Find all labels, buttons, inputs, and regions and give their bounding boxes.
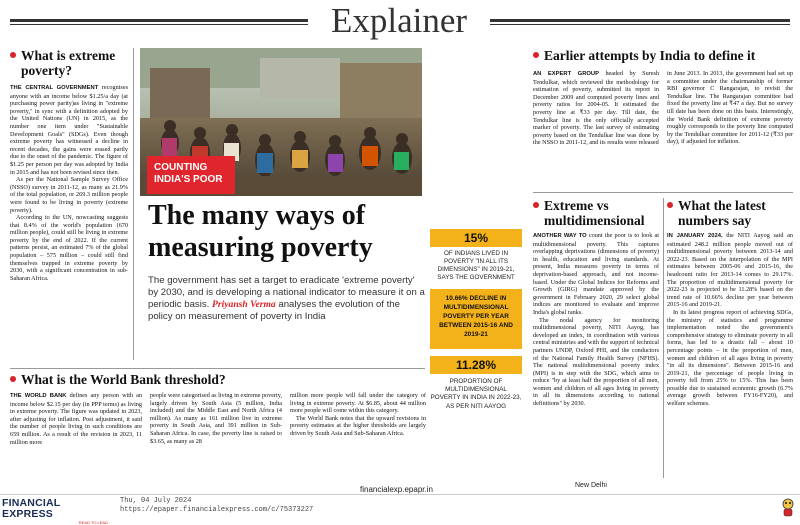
section-body [533, 232, 659, 484]
heading-line: multidimensional [544, 213, 645, 228]
bullet-dot-icon [667, 202, 673, 208]
standfirst-text: analyses the evolution of the policy on measurement of poverty in India [148, 299, 400, 322]
feature-tag [147, 156, 235, 194]
section-body-col3 [290, 392, 426, 476]
paragraph: headed by Suresh Tendulkar, which reviewed the methodology for estimation of poverty, submitted its report in December 2009 and computed poverty lines and poverty ratios for 2004-05. It estimated the poverty line at ₹33 per day. Till date, the Tendulkar line is the only officially accepted marker of poverty. The last survey of estimating poverty based on the Tendulkar line was done by the NSSO in 2011-12, and its results were released [533, 70, 659, 147]
dateline: New Delhi [575, 482, 607, 489]
tag-line: COUNTING [154, 162, 208, 173]
bullet-dot-icon [10, 52, 16, 58]
standfirst-text: The government has set a target to eradicate 'extreme poverty' by 2030, and is developing a national indicator to measure it on a periodic basis. [148, 275, 425, 310]
section-heading [533, 48, 793, 63]
tag-line: INDIA'S POOR [154, 174, 223, 185]
section-heading [10, 48, 128, 78]
paragraph: count the poor is to look at multidimensional poverty. This captures overlapping deprivations (dimensions of poverty) in health, education and living standards. At present, India measures poverty in terms of deprivation-based approach, and not income-based. Under the Global Indices for Reforms and Growth (GIRG) mandate approved by the government in February 2020, 29 select global indices are monitored to evaluate and improve India's global ranks. [533, 232, 659, 316]
lead-in: ANOTHER WAY TO [533, 233, 587, 239]
stats-strip-lower [430, 356, 522, 464]
section-extreme-poverty [10, 48, 128, 364]
stat-text-3: PROPORTION OF MULTIDIMENSIONAL POVERTY IN INDIA IN 2022-23, AS PER NITI AAYOG [430, 378, 522, 410]
section-heading [533, 198, 659, 228]
paragraph: According to the UN, nowcasting suggests that 8.4% of the world's population (670 million people), could still be living in extreme poverty by the end of 2022. If the current patterns persist, an estimated 7% of the global population – 575 million – could still find themselves trapped in extreme poverty by 2030, with a significant concentration in sub-Saharan Africa. [10, 214, 128, 282]
paragraph: million more people will fall under the category of living in extreme poverty. At $6.85, about 44 million more people will come within this category. [290, 392, 426, 415]
heading-line: What the latest [678, 198, 766, 213]
section-heading [10, 372, 426, 387]
masthead [0, 0, 800, 42]
brand-tagline: READ TO LEAD [78, 520, 108, 525]
page-title: Explainer [330, 1, 468, 40]
lead-in: THE WORLD BANK [10, 393, 67, 399]
headline-line: The many ways of [148, 200, 366, 231]
stats-strip [430, 229, 522, 369]
lead-in: THE CENTRAL GOVERNMENT [10, 85, 99, 91]
heading-line: poverty? [21, 63, 72, 78]
column-divider [663, 198, 664, 478]
section-divider [533, 192, 793, 193]
heading-line: Earlier attempts by India to define it [544, 48, 756, 63]
section-body [667, 232, 793, 498]
section-body-col1 [10, 392, 142, 476]
paragraph: recognises anyone with an income below $1.25/a day (at purchasing power parity)as living in "extreme poverty," in sync with a definition adopted by the United Nations (UN) in 2015, as the number one item under "Sustainable Development Goals" (SDGs). Even though extreme poverty has witnessed a decline in recent decades, the gains were erased partly due to the onset of the pandemic. The figure of $1.25 per person per day was adopted by India in 2015 and has not been revised since then. [10, 84, 128, 176]
section-earlier-attempts [533, 48, 793, 198]
byline: Priyansh Verma [212, 299, 276, 310]
lead-in: AN EXPERT GROUP [533, 71, 599, 77]
mascot-icon [780, 497, 796, 517]
site-url: financialexp.epapr.in [360, 485, 433, 494]
lead-in: IN JANUARY 2024, [667, 233, 723, 239]
bullet-dot-icon [533, 202, 539, 208]
paragraph: people were categorised as living in extreme poverty, largely driven by South Asia (5 million, India included) and the Middle East and North Africa (4 million). As many as 161 million live in extreme poverty in South Asia, and 391 million in Sub-Saharan Africa. In case, the poverty line is raised to $3.65, as many as 28 [150, 392, 282, 445]
section-divider [10, 368, 425, 369]
paragraph: The nodal agency for monitoring multidimensional poverty, NITI Aayog, has developed an index, in coordination with various central ministries and with the support of technical partners UNDP, Oxford PHI, and the conductors of the National Family Health Survey (NFHS). The national multidimensional poverty index (MPI) is in step with the SDG, which aims to reduce "by at least half the proportion of all men, women and children of all ages living in poverty in all its dimensions according to national definitions" by 2030. [533, 316, 659, 408]
column-divider [133, 48, 134, 360]
stat-text-1: OF INDIANS LIVED IN POVERTY "IN ALL ITS DIMENSIONS" IN 2019-21, SAYS THE GOVERNMENT [437, 250, 515, 281]
paragraph: in June 2013. In 2013, the government had set up a committee under the chairmanship of former RBI governor C Rangarajan, to revisit the Tendulkar line. The Rangarajan committee had fixed the poverty line at ₹47 a day. But no survey till date has been done on this basis. Interestingly, the World Bank definition of extreme poverty roughly corresponds to the poverty line computed by the Tendulkar committee for 2011-12 (₹33 per day), if adjusted for inflation. [667, 70, 793, 146]
section-body-col2 [150, 392, 282, 476]
footer-date: Thu, 04 July 2024 [120, 497, 192, 505]
paragraph: As per the National Sample Survey Office (NSSO) survey in 2011-12, as many as 21.9% of the total population, or 269.3 million people were found to be living in poverty (extreme poverty). [10, 176, 128, 214]
feature-standfirst [148, 275, 426, 323]
brand-logo [2, 497, 114, 525]
bullet-dot-icon [533, 52, 539, 58]
bullet-dot-icon [10, 376, 16, 382]
section-heading [667, 198, 793, 228]
paragraph: defines any person with an income below $2.15 per day (in PPP terms) as living in extreme poverty. The figure was updated in 2023, after adjusting for inflation. Post adjustment, it said the number of people living in such conditions are 659 million. As a result of the revision in 2023, 11 million more [10, 392, 142, 446]
heading-line: What is extreme [21, 48, 116, 63]
stat-box-3 [430, 356, 522, 374]
footer-url[interactable]: https://epaper.financialexpress.com/c/75373227 [120, 506, 314, 514]
footer-bar [0, 494, 800, 525]
section-multidimensional [533, 198, 659, 488]
stat-box-2 [430, 289, 522, 349]
masthead-rule-left-thin [10, 24, 308, 25]
masthead-rule-right [490, 19, 790, 22]
section-body [10, 84, 128, 362]
section-world-bank [10, 372, 426, 478]
heading-line: Extreme vs [544, 198, 609, 213]
stat-text: 10.66% DECLINE IN MULTIDIMENSIONAL POVERTY PER YEAR BETWEEN 2015-16 AND 2019-21 [439, 295, 513, 338]
section-body-col1 [533, 70, 659, 194]
paragraph: In its latest progress report of achieving SDGs, the ministry of statistics and programme implementation noted the government's comprehensive strategy to eliminate poverty in all forms, has led to a drastic fall – about 10 percentage points – in the proportion of men, women and children of all ages living in poverty "in all its dimensions". Between 2015-16 and 2019-21, the percentage of people living in poverty fell from 25% to 15%. This has been possible due to sustained economic growth (6.7% average growth between FY16-FY20), and welfare schemes. [667, 308, 793, 408]
heading-line: numbers say [678, 213, 752, 228]
heading-line: What is the World Bank threshold? [21, 372, 226, 387]
section-latest-numbers [667, 198, 793, 498]
stat-value: 11.28% [455, 358, 497, 372]
section-body-col2 [667, 70, 793, 194]
masthead-rule-right-thin [490, 24, 790, 25]
stat-box-1 [430, 229, 522, 247]
headline-line: measuring poverty [148, 232, 373, 263]
paragraph: The World Bank notes that the upward revisions in poverty estimates at the higher thresholds are largely driven by South Asia and Sub-Saharan Africa. [290, 414, 426, 437]
feature-headline [148, 200, 424, 264]
brand-name: FINANCIAL EXPRESS [2, 497, 61, 520]
masthead-rule-left [10, 19, 308, 22]
stat-value: 15% [463, 231, 489, 245]
paragraph: the NITI Aayog said an estimated 248.2 million people moved out of multidimensional poverty between 2013-14 and 2022-23. Based on the interpolation of the MPI estimates between 2005-06 and 2015-16, the headcount ratio for 2013-14 comes to 29.17%. The proportion of multidimensional poverty for 2022-23 is projected to be 11.28% based on the trend rate of 10.66% decline per year between 2015-16 and 2019-21. [667, 232, 794, 309]
